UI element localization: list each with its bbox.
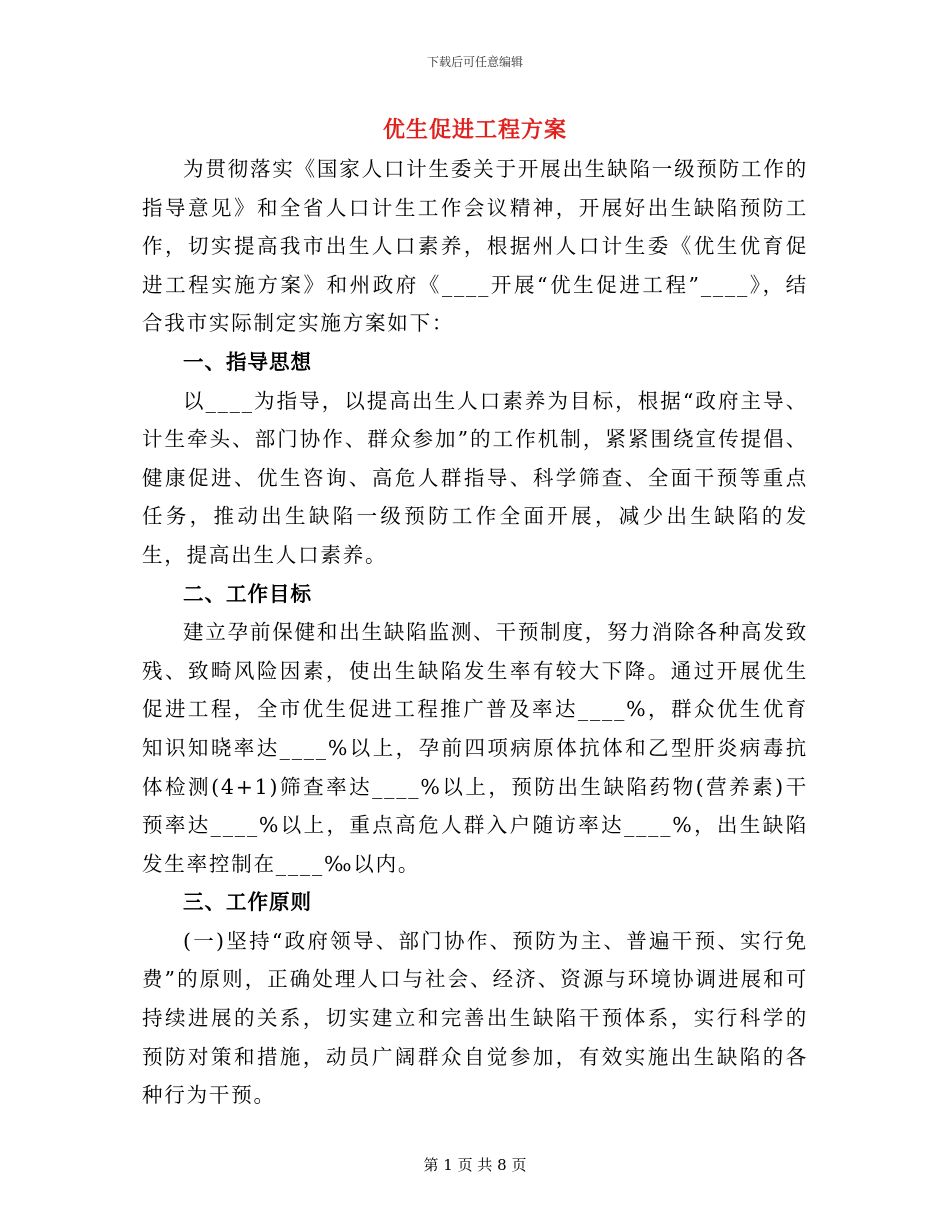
section-heading-guiding-ideology: 一、指导思想: [183, 349, 312, 374]
section-paragraph: (一)坚持“政府领导、部门协作、预防为主、普遍干预、实行免费”的原则，正确处理人口与社会、经济、资源与环境协调进展和可持续进展的关系，切实建立和完善出生缺陷干预体系，实行科学的预防对策和措施，动员广阔群众自觉参加，有效实施出生缺陷的各种行为干预。: [142, 928, 808, 1108]
section-heading-work-goals: 二、工作目标: [183, 581, 312, 606]
section-paragraph: 以____为指导，以提高出生人口素养为目标，根据“政府主导、计生牵头、部门协作、群众参加”的工作机制，紧紧围绕宣传提倡、健康促进、优生咨询、高危人群指导、科学筛查、全面干预等重点任务，推动出生缺陷一级预防工作全面开展，减少出生缺陷的发生，提高出生人口素养。: [142, 388, 808, 567]
section-heading-work-principles: 三、工作原则: [183, 890, 312, 915]
document-body: [142, 150, 808, 1115]
header-note: 下载后可任意编辑: [426, 55, 523, 69]
page-number-footer: 第 1 页 共 8 页: [423, 1156, 527, 1174]
section-paragraph: 建立孕前保健和出生缺陷监测、干预制度，努力消除各种高发致残、致畸风险因素，使出生缺陷发生率有较大下降。通过开展优生促进工程，全市优生促进工程推广普及率达____%，群众优生优育知识知晓率达____%以上，孕前四项病原体抗体和乙型肝炎病毒抗体检测(4+1)筛查率达____%以上，预防出生缺陷药物(营养素)干预率达____%以上，重点高危人群入户随访率达____%，出生缺陷发生率控制在____‰以内。: [142, 620, 808, 876]
intro-paragraph: 为贯彻落实《国家人口计生委关于开展出生缺陷一级预防工作的指导意见》和全省人口计生工作会议精神，开展好出生缺陷预防工作，切实提高我市出生人口素养，根据州人口计生委《优生优育促进工程实施方案》和州政府《____开展“优生促进工程”____》，结合我市实际制定实施方案如下：: [142, 157, 808, 336]
document-title: 优生促进工程方案: [382, 117, 567, 143]
